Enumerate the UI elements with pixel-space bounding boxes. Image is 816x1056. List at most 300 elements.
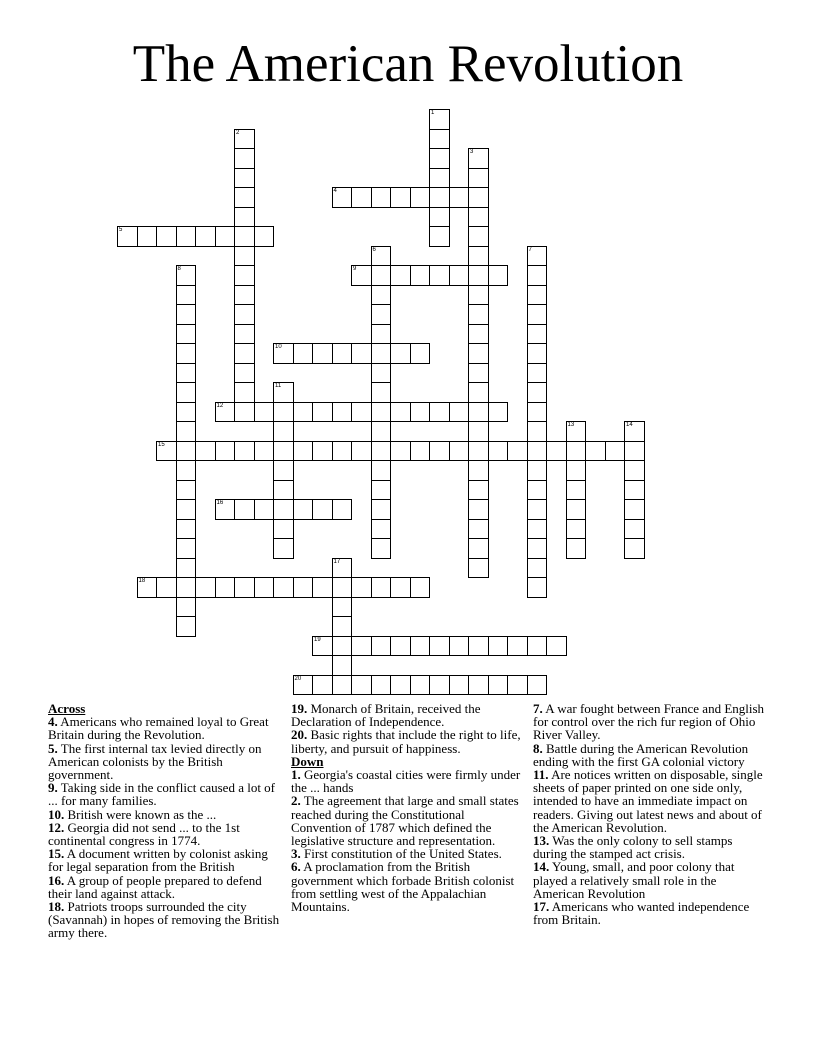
grid-cell[interactable] bbox=[371, 480, 392, 501]
grid-cell[interactable] bbox=[371, 519, 392, 540]
grid-cell[interactable] bbox=[410, 636, 431, 657]
grid-cell[interactable] bbox=[390, 441, 411, 462]
grid-cell[interactable] bbox=[371, 402, 392, 423]
cell-number: 19 bbox=[314, 636, 321, 643]
grid-cell[interactable] bbox=[527, 363, 548, 384]
grid-cell[interactable] bbox=[234, 285, 255, 306]
grid-cell[interactable] bbox=[176, 460, 197, 481]
grid-cell[interactable] bbox=[527, 499, 548, 520]
grid-cell[interactable] bbox=[624, 441, 645, 462]
grid-cell[interactable] bbox=[566, 538, 587, 559]
grid-cell[interactable] bbox=[410, 402, 431, 423]
grid-cell[interactable] bbox=[566, 480, 587, 501]
clue-text: Are notices written on disposable, single sheets of paper printed on one side only, intended to have an immediate impact on readers. Giving out latest news and about of the American Revolution. bbox=[533, 767, 763, 835]
grid-cell[interactable] bbox=[312, 402, 333, 423]
grid-cell[interactable] bbox=[527, 558, 548, 579]
cell-number: 3 bbox=[470, 149, 474, 155]
across-clue bbox=[48, 715, 283, 741]
clue-text: Americans who wanted independence from Britain. bbox=[533, 899, 750, 928]
grid-cell[interactable] bbox=[449, 636, 470, 657]
grid-cell[interactable] bbox=[410, 675, 431, 696]
grid-cell[interactable] bbox=[234, 304, 255, 325]
grid-cell[interactable] bbox=[527, 480, 548, 501]
clue-text: Americans who remained loyal to Great Britain during the Revolution. bbox=[48, 714, 269, 743]
grid-cell[interactable] bbox=[351, 402, 372, 423]
grid-cell[interactable] bbox=[429, 636, 450, 657]
grid-cell[interactable] bbox=[468, 460, 489, 481]
grid-cell[interactable] bbox=[429, 226, 450, 247]
grid-cell[interactable] bbox=[371, 246, 392, 267]
grid-cell[interactable] bbox=[390, 636, 411, 657]
cell-number: 15 bbox=[158, 441, 165, 448]
grid-cell[interactable] bbox=[195, 577, 216, 598]
grid-cell[interactable] bbox=[273, 460, 294, 481]
grid-cell[interactable] bbox=[468, 207, 489, 228]
grid-cell[interactable] bbox=[273, 441, 294, 462]
grid-cell[interactable] bbox=[176, 382, 197, 403]
puzzle-title: The American Revolution bbox=[132, 35, 684, 93]
grid-cell[interactable] bbox=[234, 382, 255, 403]
grid-cell[interactable] bbox=[215, 499, 236, 520]
grid-cell[interactable] bbox=[468, 558, 489, 579]
clue-text: A document written by colonist asking for legal separation from the British bbox=[48, 846, 268, 875]
grid-cell[interactable] bbox=[351, 675, 372, 696]
across-heading: Across bbox=[48, 701, 86, 716]
clue-text: Patriots troops surrounded the city (Savannah) in hopes of removing the British army there. bbox=[48, 899, 280, 941]
grid-cell[interactable] bbox=[234, 343, 255, 364]
grid-cell[interactable] bbox=[566, 499, 587, 520]
cell-number: 18 bbox=[138, 578, 146, 584]
grid-cell[interactable] bbox=[449, 265, 470, 286]
clue-number: 4. bbox=[48, 714, 58, 730]
grid-cell[interactable] bbox=[468, 324, 489, 345]
grid-cell[interactable] bbox=[176, 519, 197, 540]
grid-cell[interactable] bbox=[468, 246, 489, 267]
grid-cell[interactable] bbox=[332, 577, 353, 598]
grid-cell[interactable] bbox=[468, 265, 489, 286]
grid-cell[interactable] bbox=[312, 343, 333, 364]
grid-cell[interactable] bbox=[293, 577, 314, 598]
grid-cell[interactable] bbox=[332, 616, 353, 637]
grid-cell[interactable] bbox=[176, 402, 197, 423]
cell-number: 20 bbox=[294, 675, 302, 682]
grid-cell[interactable] bbox=[371, 304, 392, 325]
grid-cell[interactable] bbox=[390, 402, 411, 423]
grid-cell[interactable] bbox=[429, 441, 450, 462]
grid-cell[interactable] bbox=[156, 577, 177, 598]
grid-cell[interactable] bbox=[351, 577, 372, 598]
grid-cell[interactable] bbox=[176, 324, 197, 345]
grid-cell[interactable] bbox=[410, 441, 431, 462]
grid-cell[interactable] bbox=[254, 577, 275, 598]
clue-text: Georgia did not send ... to the 1st continental congress in 1774. bbox=[48, 819, 240, 849]
grid-cell[interactable] bbox=[410, 343, 431, 364]
clue-text: First constitution of the United States. bbox=[300, 846, 502, 862]
grid-cell[interactable] bbox=[624, 538, 645, 559]
grid-cell[interactable] bbox=[527, 421, 548, 442]
grid-cell[interactable] bbox=[468, 226, 489, 247]
grid-cell[interactable] bbox=[429, 187, 450, 208]
grid-cell[interactable] bbox=[234, 402, 255, 423]
grid-cell[interactable] bbox=[468, 402, 489, 423]
grid-cell[interactable] bbox=[527, 441, 548, 462]
grid-cell[interactable] bbox=[371, 363, 392, 384]
grid-cell[interactable] bbox=[605, 441, 626, 462]
grid-cell[interactable] bbox=[371, 343, 392, 364]
grid-cell[interactable] bbox=[527, 675, 548, 696]
grid-cell[interactable] bbox=[273, 480, 294, 501]
grid-cell[interactable] bbox=[176, 285, 197, 306]
grid-cell[interactable] bbox=[234, 187, 255, 208]
grid-cell[interactable] bbox=[254, 499, 275, 520]
grid-cell[interactable] bbox=[546, 441, 567, 462]
grid-cell[interactable] bbox=[468, 675, 489, 696]
cell-number: 4 bbox=[333, 188, 337, 194]
clues-column-2 bbox=[291, 702, 526, 913]
grid-cell[interactable] bbox=[468, 519, 489, 540]
grid-cell[interactable] bbox=[351, 187, 372, 208]
grid-cell[interactable] bbox=[332, 441, 353, 462]
cell-number: 6 bbox=[372, 246, 376, 253]
grid-cell[interactable] bbox=[176, 480, 197, 501]
grid-cell[interactable] bbox=[410, 187, 431, 208]
grid-cell[interactable] bbox=[527, 265, 548, 286]
grid-cell[interactable] bbox=[449, 402, 470, 423]
cell-number: 9 bbox=[353, 266, 357, 272]
down-clue bbox=[533, 742, 768, 768]
down-clue bbox=[291, 794, 526, 847]
grid-cell[interactable] bbox=[488, 675, 509, 696]
grid-cell[interactable] bbox=[312, 441, 333, 462]
grid-cell[interactable] bbox=[371, 636, 392, 657]
grid-cell[interactable] bbox=[527, 538, 548, 559]
grid-cell[interactable] bbox=[429, 402, 450, 423]
clues-column-1 bbox=[48, 702, 283, 940]
grid-cell[interactable] bbox=[176, 265, 197, 286]
across-clue bbox=[48, 900, 283, 940]
clue-text: A proclamation from the British government which forbade British colonist from settling west of the Appalachian Mountains. bbox=[291, 859, 515, 915]
grid-cell[interactable] bbox=[371, 538, 392, 559]
grid-cell[interactable] bbox=[332, 187, 353, 208]
grid-cell[interactable] bbox=[371, 675, 392, 696]
down-clue bbox=[291, 768, 526, 794]
grid-cell[interactable] bbox=[429, 265, 450, 286]
grid-cell[interactable] bbox=[312, 675, 333, 696]
clue-number: 20. bbox=[291, 727, 308, 743]
grid-cell[interactable] bbox=[527, 636, 548, 657]
grid-cell[interactable] bbox=[390, 675, 411, 696]
cell-number: 14 bbox=[626, 422, 633, 428]
grid-cell[interactable] bbox=[176, 538, 197, 559]
grid-cell[interactable] bbox=[488, 402, 509, 423]
grid-cell[interactable] bbox=[273, 343, 294, 364]
grid-cell[interactable] bbox=[176, 577, 197, 598]
grid-cell[interactable] bbox=[468, 499, 489, 520]
grid-cell[interactable] bbox=[312, 577, 333, 598]
grid-cell[interactable] bbox=[468, 441, 489, 462]
grid-cell[interactable] bbox=[176, 343, 197, 364]
cell-number: 1 bbox=[431, 110, 435, 116]
grid-cell[interactable] bbox=[332, 675, 353, 696]
grid-cell[interactable] bbox=[137, 226, 158, 247]
grid-cell[interactable] bbox=[390, 343, 411, 364]
grid-cell[interactable] bbox=[273, 421, 294, 442]
grid-cell[interactable] bbox=[273, 577, 294, 598]
down-clue bbox=[533, 834, 768, 860]
grid-cell[interactable] bbox=[624, 421, 645, 442]
grid-cell[interactable] bbox=[293, 499, 314, 520]
grid-cell[interactable] bbox=[293, 675, 314, 696]
grid-cell[interactable] bbox=[468, 636, 489, 657]
grid-cell[interactable] bbox=[351, 636, 372, 657]
clue-text: A group of people prepared to defend their land against attack. bbox=[48, 872, 262, 901]
cell-number: 17 bbox=[333, 558, 341, 565]
clue-text: Was the only colony to sell stamps during the stamped act crisis. bbox=[533, 833, 733, 862]
grid-cell[interactable] bbox=[429, 129, 450, 150]
grid-cell[interactable] bbox=[566, 460, 587, 481]
grid-cell[interactable] bbox=[332, 343, 353, 364]
grid-cell[interactable] bbox=[468, 421, 489, 442]
clue-text: Basic rights that include the right to life, liberty, and pursuit of happiness. bbox=[291, 727, 521, 756]
grid-cell[interactable] bbox=[176, 441, 197, 462]
grid-cell[interactable] bbox=[527, 285, 548, 306]
grid-cell[interactable] bbox=[371, 441, 392, 462]
clue-number: 3. bbox=[291, 846, 301, 862]
across-clue bbox=[48, 874, 283, 900]
grid-cell[interactable] bbox=[234, 265, 255, 286]
grid-cell[interactable] bbox=[488, 441, 509, 462]
grid-cell[interactable] bbox=[254, 226, 275, 247]
grid-cell[interactable] bbox=[332, 558, 353, 579]
grid-cell[interactable] bbox=[468, 538, 489, 559]
grid-cell[interactable] bbox=[176, 597, 197, 618]
across-clue bbox=[291, 702, 526, 728]
across-clue bbox=[48, 781, 283, 807]
clue-number: 11. bbox=[533, 767, 549, 783]
clue-number: 15. bbox=[48, 846, 65, 862]
clue-text: The first internal tax levied directly on American colonists by the British government. bbox=[48, 740, 262, 783]
grid-cell[interactable] bbox=[273, 538, 294, 559]
grid-cell[interactable] bbox=[585, 441, 606, 462]
grid-cell[interactable] bbox=[156, 441, 177, 462]
grid-cell[interactable] bbox=[351, 441, 372, 462]
grid-cell[interactable] bbox=[527, 246, 548, 267]
grid-cell[interactable] bbox=[468, 187, 489, 208]
grid-cell[interactable] bbox=[527, 460, 548, 481]
grid-cell[interactable] bbox=[312, 499, 333, 520]
cell-number: 7 bbox=[528, 246, 532, 253]
grid-cell[interactable] bbox=[468, 304, 489, 325]
grid-cell[interactable] bbox=[429, 675, 450, 696]
clue-number: 12. bbox=[48, 819, 65, 835]
grid-cell[interactable] bbox=[527, 304, 548, 325]
grid-cell[interactable] bbox=[215, 577, 236, 598]
grid-cell[interactable] bbox=[312, 636, 333, 657]
cell-number: 8 bbox=[177, 266, 181, 272]
grid-cell[interactable] bbox=[176, 558, 197, 579]
grid-cell[interactable] bbox=[624, 519, 645, 540]
across-clue bbox=[48, 742, 283, 782]
clue-text: The agreement that large and small states reached during the Constitutional Convention of 1787 which defined the legislative structure and representation. bbox=[291, 793, 519, 849]
grid-cell[interactable] bbox=[176, 226, 197, 247]
grid-cell[interactable] bbox=[293, 441, 314, 462]
grid-cell[interactable] bbox=[468, 148, 489, 169]
grid-cell[interactable] bbox=[624, 499, 645, 520]
grid-cell[interactable] bbox=[137, 577, 158, 598]
grid-cell[interactable] bbox=[429, 109, 450, 130]
grid-cell[interactable] bbox=[566, 519, 587, 540]
across-clue bbox=[291, 728, 526, 754]
down-clue bbox=[291, 860, 526, 913]
clue-number: 13. bbox=[533, 833, 550, 849]
clue-number: 17. bbox=[533, 899, 550, 915]
grid-cell[interactable] bbox=[371, 382, 392, 403]
grid-cell[interactable] bbox=[234, 441, 255, 462]
grid-cell[interactable] bbox=[234, 246, 255, 267]
clue-number: 9. bbox=[48, 780, 58, 796]
grid-cell[interactable] bbox=[332, 655, 353, 676]
down-clue bbox=[533, 768, 768, 834]
clue-number: 14. bbox=[533, 859, 550, 875]
clue-number: 10. bbox=[48, 806, 65, 822]
grid-cell[interactable] bbox=[429, 207, 450, 228]
grid-cell[interactable] bbox=[527, 577, 548, 598]
grid-cell[interactable] bbox=[429, 168, 450, 189]
grid-cell[interactable] bbox=[215, 226, 236, 247]
cell-number: 2 bbox=[236, 129, 240, 136]
grid-cell[interactable] bbox=[371, 265, 392, 286]
grid-cell[interactable] bbox=[176, 616, 197, 637]
down-clue bbox=[533, 702, 768, 742]
grid-cell[interactable] bbox=[371, 187, 392, 208]
clue-text: Taking side in the conflict caused a lot of ... for many families. bbox=[48, 780, 276, 809]
grid-cell[interactable] bbox=[234, 577, 255, 598]
grid-cell[interactable] bbox=[332, 402, 353, 423]
grid-cell[interactable] bbox=[176, 304, 197, 325]
grid-cell[interactable] bbox=[293, 343, 314, 364]
grid-cell[interactable] bbox=[332, 636, 353, 657]
grid-cell[interactable] bbox=[234, 499, 255, 520]
clue-number: 19. bbox=[291, 701, 308, 716]
grid-cell[interactable] bbox=[176, 363, 197, 384]
grid-cell[interactable] bbox=[566, 421, 587, 442]
grid-cell[interactable] bbox=[293, 402, 314, 423]
grid-cell[interactable] bbox=[468, 285, 489, 306]
grid-cell[interactable] bbox=[371, 499, 392, 520]
cell-number: 11 bbox=[275, 383, 282, 389]
grid-cell[interactable] bbox=[566, 441, 587, 462]
grid-cell[interactable] bbox=[468, 343, 489, 364]
clue-number: 7. bbox=[533, 701, 543, 716]
grid-cell[interactable] bbox=[351, 343, 372, 364]
grid-cell[interactable] bbox=[371, 577, 392, 598]
grid-cell[interactable] bbox=[507, 675, 528, 696]
grid-cell[interactable] bbox=[624, 460, 645, 481]
grid-cell[interactable] bbox=[273, 402, 294, 423]
grid-cell[interactable] bbox=[371, 421, 392, 442]
grid-cell[interactable] bbox=[332, 499, 353, 520]
grid-cell[interactable] bbox=[468, 382, 489, 403]
grid-cell[interactable] bbox=[117, 226, 138, 247]
grid-cell[interactable] bbox=[527, 402, 548, 423]
grid-cell[interactable] bbox=[371, 285, 392, 306]
grid-cell[interactable] bbox=[468, 363, 489, 384]
grid-cell[interactable] bbox=[449, 675, 470, 696]
grid-cell[interactable] bbox=[429, 148, 450, 169]
grid-cell[interactable] bbox=[488, 636, 509, 657]
grid-cell[interactable] bbox=[410, 265, 431, 286]
clue-text: Battle during the American Revolution ending with the first GA colonial victory bbox=[533, 740, 749, 769]
down-clue bbox=[533, 860, 768, 900]
grid-cell[interactable] bbox=[468, 480, 489, 501]
down-clue bbox=[533, 900, 768, 926]
grid-cell[interactable] bbox=[215, 441, 236, 462]
grid-cell[interactable] bbox=[234, 324, 255, 345]
grid-cell[interactable] bbox=[390, 187, 411, 208]
grid-cell[interactable] bbox=[254, 402, 275, 423]
grid-cell[interactable] bbox=[234, 226, 255, 247]
grid-cell[interactable] bbox=[468, 168, 489, 189]
grid-cell[interactable] bbox=[273, 499, 294, 520]
grid-cell[interactable] bbox=[234, 148, 255, 169]
grid-cell[interactable] bbox=[273, 519, 294, 540]
clue-number: 18. bbox=[48, 899, 65, 915]
grid-cell[interactable] bbox=[507, 636, 528, 657]
grid-cell[interactable] bbox=[176, 421, 197, 442]
cell-number: 13 bbox=[567, 422, 575, 428]
grid-cell[interactable] bbox=[410, 577, 431, 598]
grid-cell[interactable] bbox=[234, 363, 255, 384]
grid-cell[interactable] bbox=[371, 460, 392, 481]
clue-text: A war fought between France and English for control over the rich fur region of Ohio River Valley. bbox=[533, 701, 765, 743]
grid-cell[interactable] bbox=[527, 343, 548, 364]
clue-text: British were known as the ... bbox=[64, 806, 217, 822]
clue-number: 5. bbox=[48, 740, 58, 756]
grid-cell[interactable] bbox=[390, 265, 411, 286]
grid-cell[interactable] bbox=[215, 402, 236, 423]
grid-cell[interactable] bbox=[449, 441, 470, 462]
down-heading: Down bbox=[291, 753, 324, 769]
grid-cell[interactable] bbox=[273, 382, 294, 403]
grid-cell[interactable] bbox=[234, 129, 255, 150]
grid-cell[interactable] bbox=[234, 168, 255, 189]
cell-number: 16 bbox=[216, 500, 224, 506]
grid-cell[interactable] bbox=[254, 441, 275, 462]
grid-cell[interactable] bbox=[176, 499, 197, 520]
across-clue bbox=[48, 821, 283, 847]
grid-cell[interactable] bbox=[371, 324, 392, 345]
grid-cell[interactable] bbox=[390, 577, 411, 598]
grid-cell[interactable] bbox=[527, 382, 548, 403]
grid-cell[interactable] bbox=[488, 265, 509, 286]
grid-cell[interactable] bbox=[624, 480, 645, 501]
clue-text: Georgia's coastal cities were firmly under the ... hands bbox=[291, 767, 521, 796]
grid-cell[interactable] bbox=[527, 519, 548, 540]
grid-cell[interactable] bbox=[527, 324, 548, 345]
grid-cell[interactable] bbox=[234, 207, 255, 228]
grid-cell[interactable] bbox=[195, 226, 216, 247]
grid-cell[interactable] bbox=[351, 265, 372, 286]
grid-cell[interactable] bbox=[507, 441, 528, 462]
clues-column-3 bbox=[533, 702, 768, 926]
grid-cell[interactable] bbox=[195, 441, 216, 462]
clue-text: Monarch of Britain, received the Declaration of Independence. bbox=[291, 701, 481, 730]
grid-cell[interactable] bbox=[332, 597, 353, 618]
grid-cell[interactable] bbox=[449, 187, 470, 208]
grid-cell[interactable] bbox=[156, 226, 177, 247]
cell-number: 10 bbox=[275, 344, 282, 350]
grid-cell[interactable] bbox=[546, 636, 567, 657]
